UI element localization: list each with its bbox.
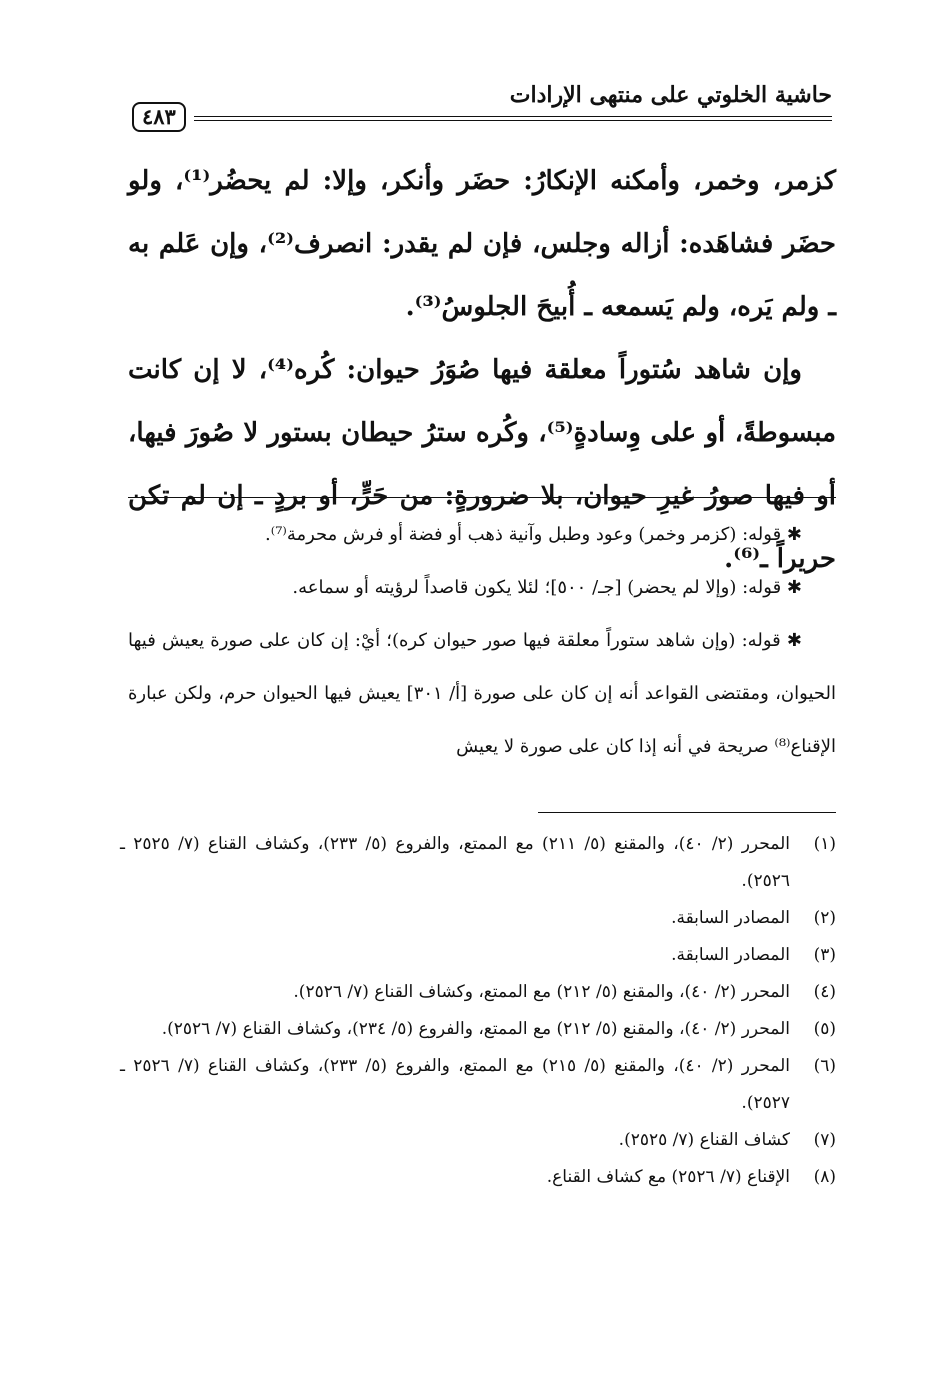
running-title: حاشية الخلوتي على منتهى الإرادات	[509, 82, 832, 108]
footnote-text: المحرر (٢/ ٤٠)، والمقنع (٥/ ٢١٥) مع الممتع، والفروع (٥/ ٢٣٣)، وكشاف القناع (٧/ ٢٥٢٦ ـ ٢٥٢٧).	[120, 1056, 790, 1113]
footnote-text: كشاف القناع (٧/ ٢٥٢٥).	[618, 1130, 790, 1150]
commentary-paragraph: ✱ قوله: (وإلا لم يحضر) [جـ/ ٥٠٠]؛ لئلا يكون قاصداً لرؤيته أو سماعه.	[292, 577, 802, 598]
main-paragraph: كزمر، وخمر، وأمكنه الإنكارُ: حضَر وأنكر، وإلا: لم يحضُر⁽¹⁾، ولو حضَر فشاهَده: أزاله وجلس، فإن لم يقدر: انصرف⁽²⁾، وإن عَلم به ـ ولم يَره، ولم يَسمعه ـ أُبيحَ الجلوسُ⁽³⁾.	[128, 166, 837, 322]
main-text-divider	[128, 497, 836, 498]
footnote	[120, 974, 836, 1011]
footnote	[120, 1159, 836, 1196]
footnote-text: المحرر (٢/ ٤٠)، والمقنع (٥/ ٢١١) مع الممتع، والفروع (٥/ ٢٣٣)، وكشاف القناع (٧/ ٢٥٢٥ ـ ٢٥٢٦).	[120, 834, 790, 891]
footnote-text: المصادر السابقة.	[671, 945, 790, 965]
footnotes-section	[120, 826, 836, 1196]
footnote-number: (٧)	[813, 1130, 836, 1150]
footnote-text: الإقناع (٧/ ٢٥٢٦) مع كشاف القناع.	[546, 1167, 790, 1187]
header-rule	[194, 116, 832, 121]
footnote-number: (٨)	[813, 1167, 836, 1187]
footnote-number: (٦)	[813, 1056, 836, 1076]
footnote-number: (٤)	[813, 982, 836, 1002]
footnote	[120, 937, 836, 974]
footnote-text: المصادر السابقة.	[671, 908, 790, 928]
commentary-section	[128, 508, 836, 773]
footnote-number: (١)	[813, 834, 836, 854]
page-header	[132, 82, 832, 132]
footnote-number: (٣)	[813, 945, 836, 965]
footnote	[120, 1122, 836, 1159]
commentary-paragraph: ✱ قوله: (كزمر وخمر) وعود وطبل وآنية ذهب أو فضة أو فرش محرمة⁽⁷⁾.	[265, 524, 802, 545]
main-paragraph: وإن شاهد سُتوراً معلقة فيها صُوَرُ حيوان: كُره⁽⁴⁾، لا إن كانت مبسوطةً، أو على وِسادةٍ⁽⁵⁾، وكُره سترُ حيطان بستور لا صُورَ فيها، أو فيها صورُ غيرِ حيوان، بلا ضرورةٍ: من حَرٍّ، أو بردٍ ـ إن لم تكن حريراً ـ⁽⁶⁾.	[128, 355, 837, 574]
footnote	[120, 900, 836, 937]
footnote-text: المحرر (٢/ ٤٠)، والمقنع (٥/ ٢١٢) مع الممتع، والفروع (٥/ ٢٣٤)، وكشاف القناع (٧/ ٢٥٢٦).	[161, 1019, 790, 1039]
footnote	[120, 1011, 836, 1048]
commentary-paragraph: ✱ قوله: (وإن شاهد ستوراً معلقة فيها صور حيوان كره)؛ أيْ: إن كان على صورة يعيش فيها الحيوان، ومقتضى القواعد أنه إن كان على صورة [أ/ ٣٠١] يعيش فيها الحيوان حرم، ولكن عبارة الإقناع⁽⁸⁾ صريحة في أنه إذا كان على صورة لا يعيش	[128, 630, 836, 757]
footnote-divider	[538, 812, 836, 813]
footnote-number: (٥)	[813, 1019, 836, 1039]
footnote	[120, 1048, 836, 1122]
footnote-text: المحرر (٢/ ٤٠)، والمقنع (٥/ ٢١٢) مع الممتع، وكشاف القناع (٧/ ٢٥٢٦).	[293, 982, 790, 1002]
page-number: ٤٨٣	[132, 102, 186, 132]
footnote	[120, 826, 836, 900]
footnote-number: (٢)	[813, 908, 836, 928]
